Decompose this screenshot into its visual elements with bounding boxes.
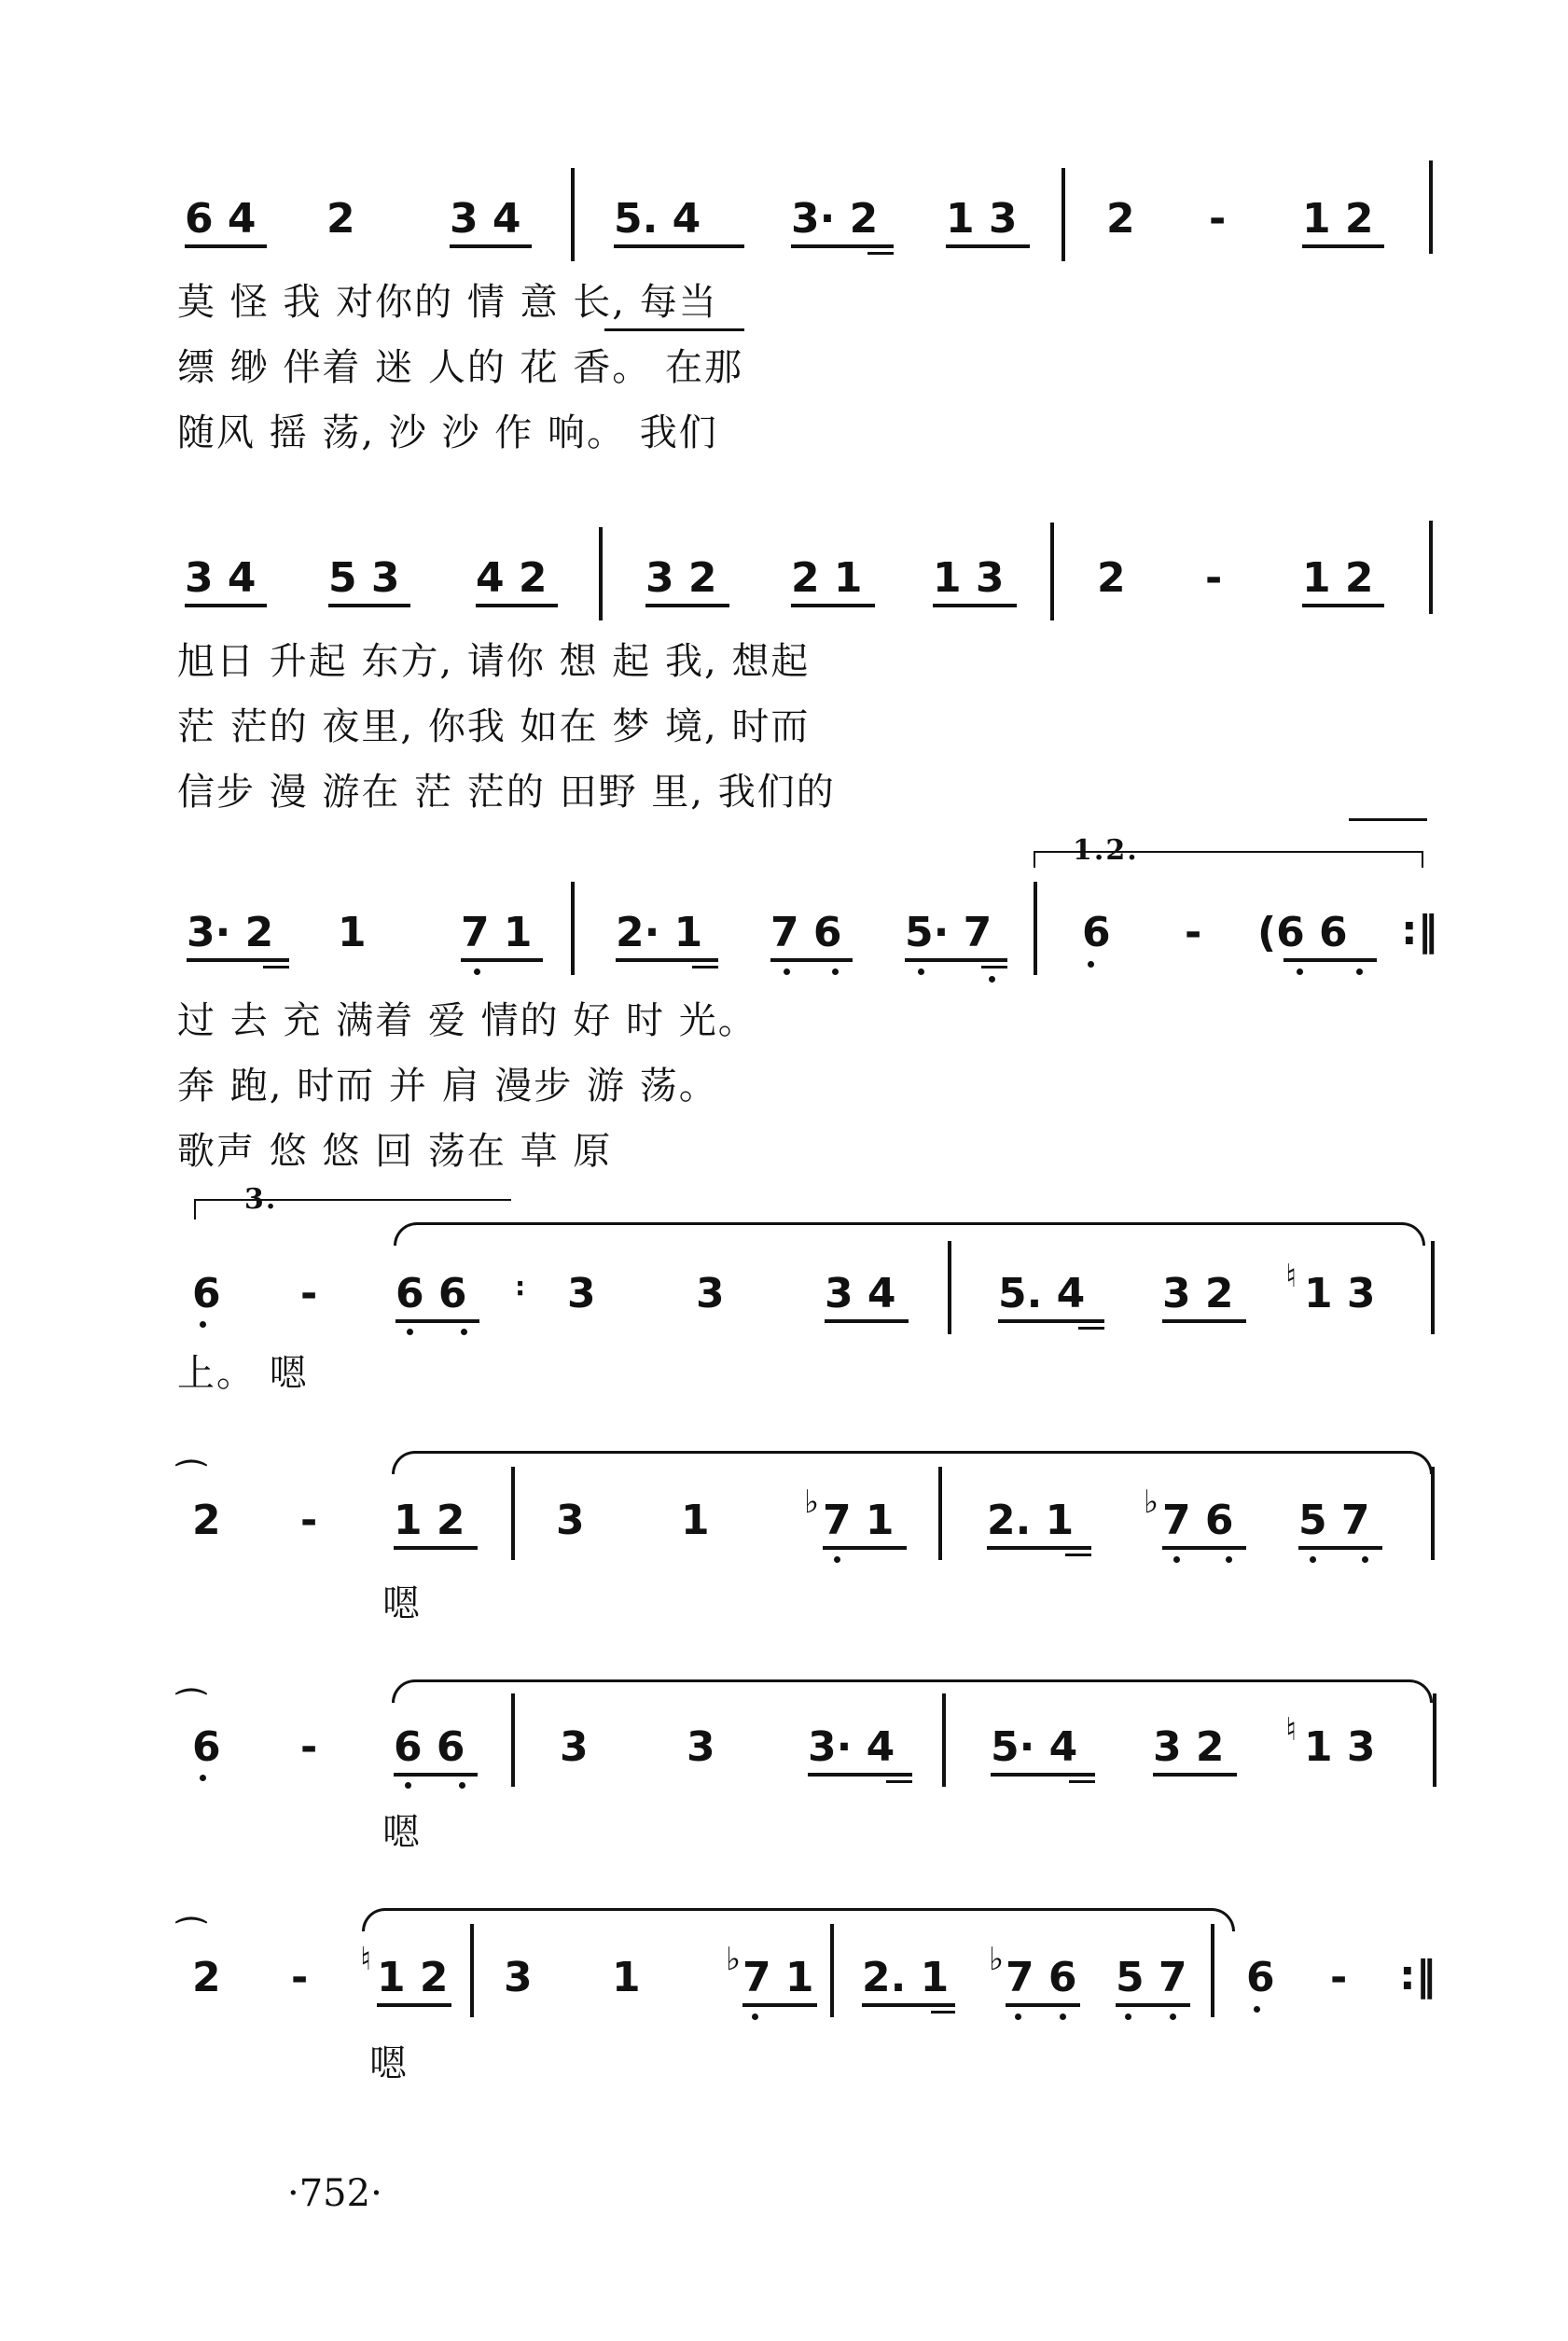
barline [1062,168,1065,261]
note: (6 6 [1257,909,1348,956]
note: 2. 1 [862,1954,950,2001]
barline [948,1241,951,1334]
barline [599,527,603,620]
underline [1006,2003,1080,2007]
low-dot [1125,2014,1131,2020]
note: 1 [338,909,367,956]
underline [933,604,1017,607]
low-dot [474,968,480,975]
note: 1 2 [377,1954,449,2001]
note: 3 4 [450,195,521,243]
lyric-line: 过 去 充 满着 爱 情的 好 时 光。 [177,999,757,1042]
low-dot [1173,1556,1180,1563]
underline [770,958,853,962]
repeat-dots: : [515,1271,526,1302]
underline-2 [1078,1327,1104,1330]
lyric-line: 茫 茫的 夜里, 你我 如在 梦 境, 时而 [177,705,811,748]
underline-2 [867,252,894,255]
barline [571,882,575,975]
underline [377,2003,451,2007]
barline [470,1924,474,2017]
dash: - [291,1954,309,2001]
barline [1050,523,1054,620]
underline [1162,1319,1246,1323]
note: 2 [192,1497,221,1544]
tie-mark: ⌒ [175,1687,207,1724]
lyric-line: 缥 缈 伴着 迷 人的 花 香。 在那 [177,346,744,389]
barline [1429,521,1433,614]
barline [1431,1467,1435,1560]
low-dot [407,1329,413,1335]
note: 5· 4 [991,1723,1078,1771]
note: 3 2 [645,554,717,602]
low-dot [989,976,995,982]
underline [476,604,558,607]
underline [185,244,267,248]
underline-2 [886,1780,912,1783]
underline-2 [981,966,1007,968]
note: 3· 4 [808,1723,895,1771]
low-dot [784,968,790,975]
low-dot [1362,1556,1368,1563]
note: 2 [1097,554,1126,602]
barline [1431,1241,1435,1334]
note: 3 [504,1954,533,2001]
note: 1 2 [394,1497,465,1544]
underline [791,604,875,607]
underline [791,244,894,248]
low-dot [1356,968,1363,975]
low-dot [834,1556,840,1563]
low-dot [1310,1556,1316,1563]
underline [1284,958,1377,962]
underline-2 [263,966,289,968]
note: 3 4 [185,554,257,602]
low-dot [752,2014,758,2020]
note: 5 7 [1298,1497,1370,1544]
low-dot [918,968,924,975]
note: 3 [560,1723,589,1771]
note: 2 1 [791,554,863,602]
note: 7 6 [1006,1954,1077,2001]
note: 7 1 [742,1954,814,2001]
underline [808,1773,912,1777]
note: 6 6 [395,1270,467,1317]
note: 1 3 [1304,1270,1376,1317]
underline [185,604,267,607]
note: 1 2 [1302,195,1374,243]
low-dot [1088,961,1094,968]
repeat-end-barline: :‖ [1401,907,1438,955]
barline [1433,1693,1436,1787]
underline [394,1546,478,1550]
low-dot [1015,2014,1021,2020]
dash: - [1209,195,1227,243]
underline [998,1319,1104,1323]
underline [394,1773,478,1777]
underline [825,1319,909,1323]
underline [905,958,1007,962]
note: 7 6 [770,909,842,956]
low-dot [1297,968,1303,975]
underline [742,2003,817,2007]
note: 3 [687,1723,715,1771]
underline [987,1546,1091,1550]
lyric-line: 莫 怪 我 对你的 情 意 长, 每当 [177,281,718,324]
lyric-line: 嗯 [382,1811,422,1854]
underline-2 [1065,1554,1091,1556]
underline [991,1773,1095,1777]
underline [862,2003,955,2007]
barline [1211,1924,1214,2017]
lyric-line: 旭日 升起 东方, 请你 想 起 我, 想起 [177,640,811,683]
barline [1429,160,1433,254]
lyric-line: 奔 跑, 时而 并 肩 漫步 游 荡。 [177,1065,718,1108]
lyric-line: 信步 漫 游在 茫 茫的 田野 里, 我们的 [177,771,836,814]
note: 7 6 [1162,1497,1234,1544]
note: 7 1 [461,909,533,956]
lyric-line: 歌声 悠 悠 回 荡在 草 原 [177,1130,613,1173]
flat-icon: ♭ [726,1941,742,1978]
note: 6 [1082,909,1111,956]
volta-hook [1422,851,1423,868]
note: 5 7 [1116,1954,1187,2001]
note: 6 6 [394,1723,465,1771]
note: 3 2 [1162,1270,1234,1317]
flat-icon: ♭ [1144,1484,1159,1521]
note: 6 [192,1270,221,1317]
natural-icon: ♮ [360,1941,372,1978]
underline-2 [931,2011,955,2014]
underline [616,958,718,962]
low-dot [405,1782,411,1789]
barline [571,168,575,261]
note: 1 [681,1497,710,1544]
lyric-underline [1349,818,1427,821]
dash: - [1330,1954,1348,2001]
note: 3 [567,1270,596,1317]
lyric-line: 随风 摇 荡, 沙 沙 作 响。 我们 [177,411,718,454]
note: 1 2 [1302,554,1374,602]
note: 2. 1 [987,1497,1075,1544]
underline [187,958,289,962]
low-dot [461,1329,467,1335]
natural-icon: ♮ [1285,1258,1297,1295]
low-dot [1060,2014,1066,2020]
underline-2 [1069,1780,1095,1783]
low-dot [200,1321,206,1328]
repeat-end-barline: :‖ [1399,1952,1436,2000]
underline [1302,604,1384,607]
note: 2· 1 [616,909,703,956]
note: 4 2 [476,554,548,602]
underline-2 [692,966,718,968]
volta-label: 1.2. [1073,834,1139,867]
note: 7 1 [823,1497,895,1544]
note: 6 [192,1723,221,1771]
low-dot [1226,1556,1232,1563]
barline [830,1924,834,2017]
note: 2 [1106,195,1135,243]
underline [946,244,1030,248]
lyric-line: 嗯 [382,1582,422,1625]
tie-mark: ⌒ [175,1458,207,1496]
slur [394,1222,1425,1246]
dash: - [1185,909,1202,956]
barline [938,1467,942,1560]
underline [1162,1546,1246,1550]
note: 5. 4 [614,195,701,243]
slur [392,1451,1433,1474]
lyric-underline [604,328,744,331]
slur [392,1679,1433,1703]
flat-icon: ♭ [989,1941,1005,1978]
volta-bracket [194,1199,511,1201]
note: 6 4 [185,195,257,243]
note: 5· 7 [905,909,992,956]
tie-mark: ⌒ [175,1916,207,1953]
barline [1034,882,1037,975]
dash: - [1205,554,1223,602]
note: 3 4 [825,1270,896,1317]
note: 2 [192,1954,221,2001]
underline [614,244,744,248]
low-dot [832,968,839,975]
slur [362,1908,1235,1931]
note: 2 [326,195,355,243]
note: 3· 2 [791,195,879,243]
note: 3 2 [1153,1723,1225,1771]
lyric-line: 上。 嗯 [177,1352,309,1395]
low-dot [200,1775,206,1781]
note: 1 [612,1954,641,2001]
underline [1153,1773,1237,1777]
dash: - [300,1270,318,1317]
low-dot [1254,2006,1260,2013]
low-dot [459,1782,465,1789]
underline [1298,1546,1382,1550]
flat-icon: ♭ [804,1484,820,1521]
note: 5 3 [328,554,400,602]
dash: - [300,1497,318,1544]
note: 1 3 [933,554,1005,602]
barline [511,1467,515,1560]
barline [511,1693,515,1787]
page-number: ·752· [287,2172,382,2215]
note: 3 [696,1270,725,1317]
lyric-line: 嗯 [369,2042,409,2085]
note: 3· 2 [187,909,274,956]
note: 1 3 [1304,1723,1376,1771]
note: 1 3 [946,195,1018,243]
volta-hook [194,1199,196,1219]
note: 5. 4 [998,1270,1086,1317]
underline [645,604,729,607]
underline [450,244,532,248]
underline [1302,244,1384,248]
underline [461,958,543,962]
underline [823,1546,907,1550]
barline [942,1693,946,1787]
natural-icon: ♮ [1285,1711,1297,1749]
volta-hook [1034,851,1035,868]
underline [1116,2003,1190,2007]
note: 6 [1246,1954,1275,2001]
volta-label: 3. [244,1183,278,1216]
note: 3 [556,1497,585,1544]
dash: - [300,1723,318,1771]
underline [328,604,410,607]
low-dot [1170,2014,1176,2020]
underline [395,1319,479,1323]
